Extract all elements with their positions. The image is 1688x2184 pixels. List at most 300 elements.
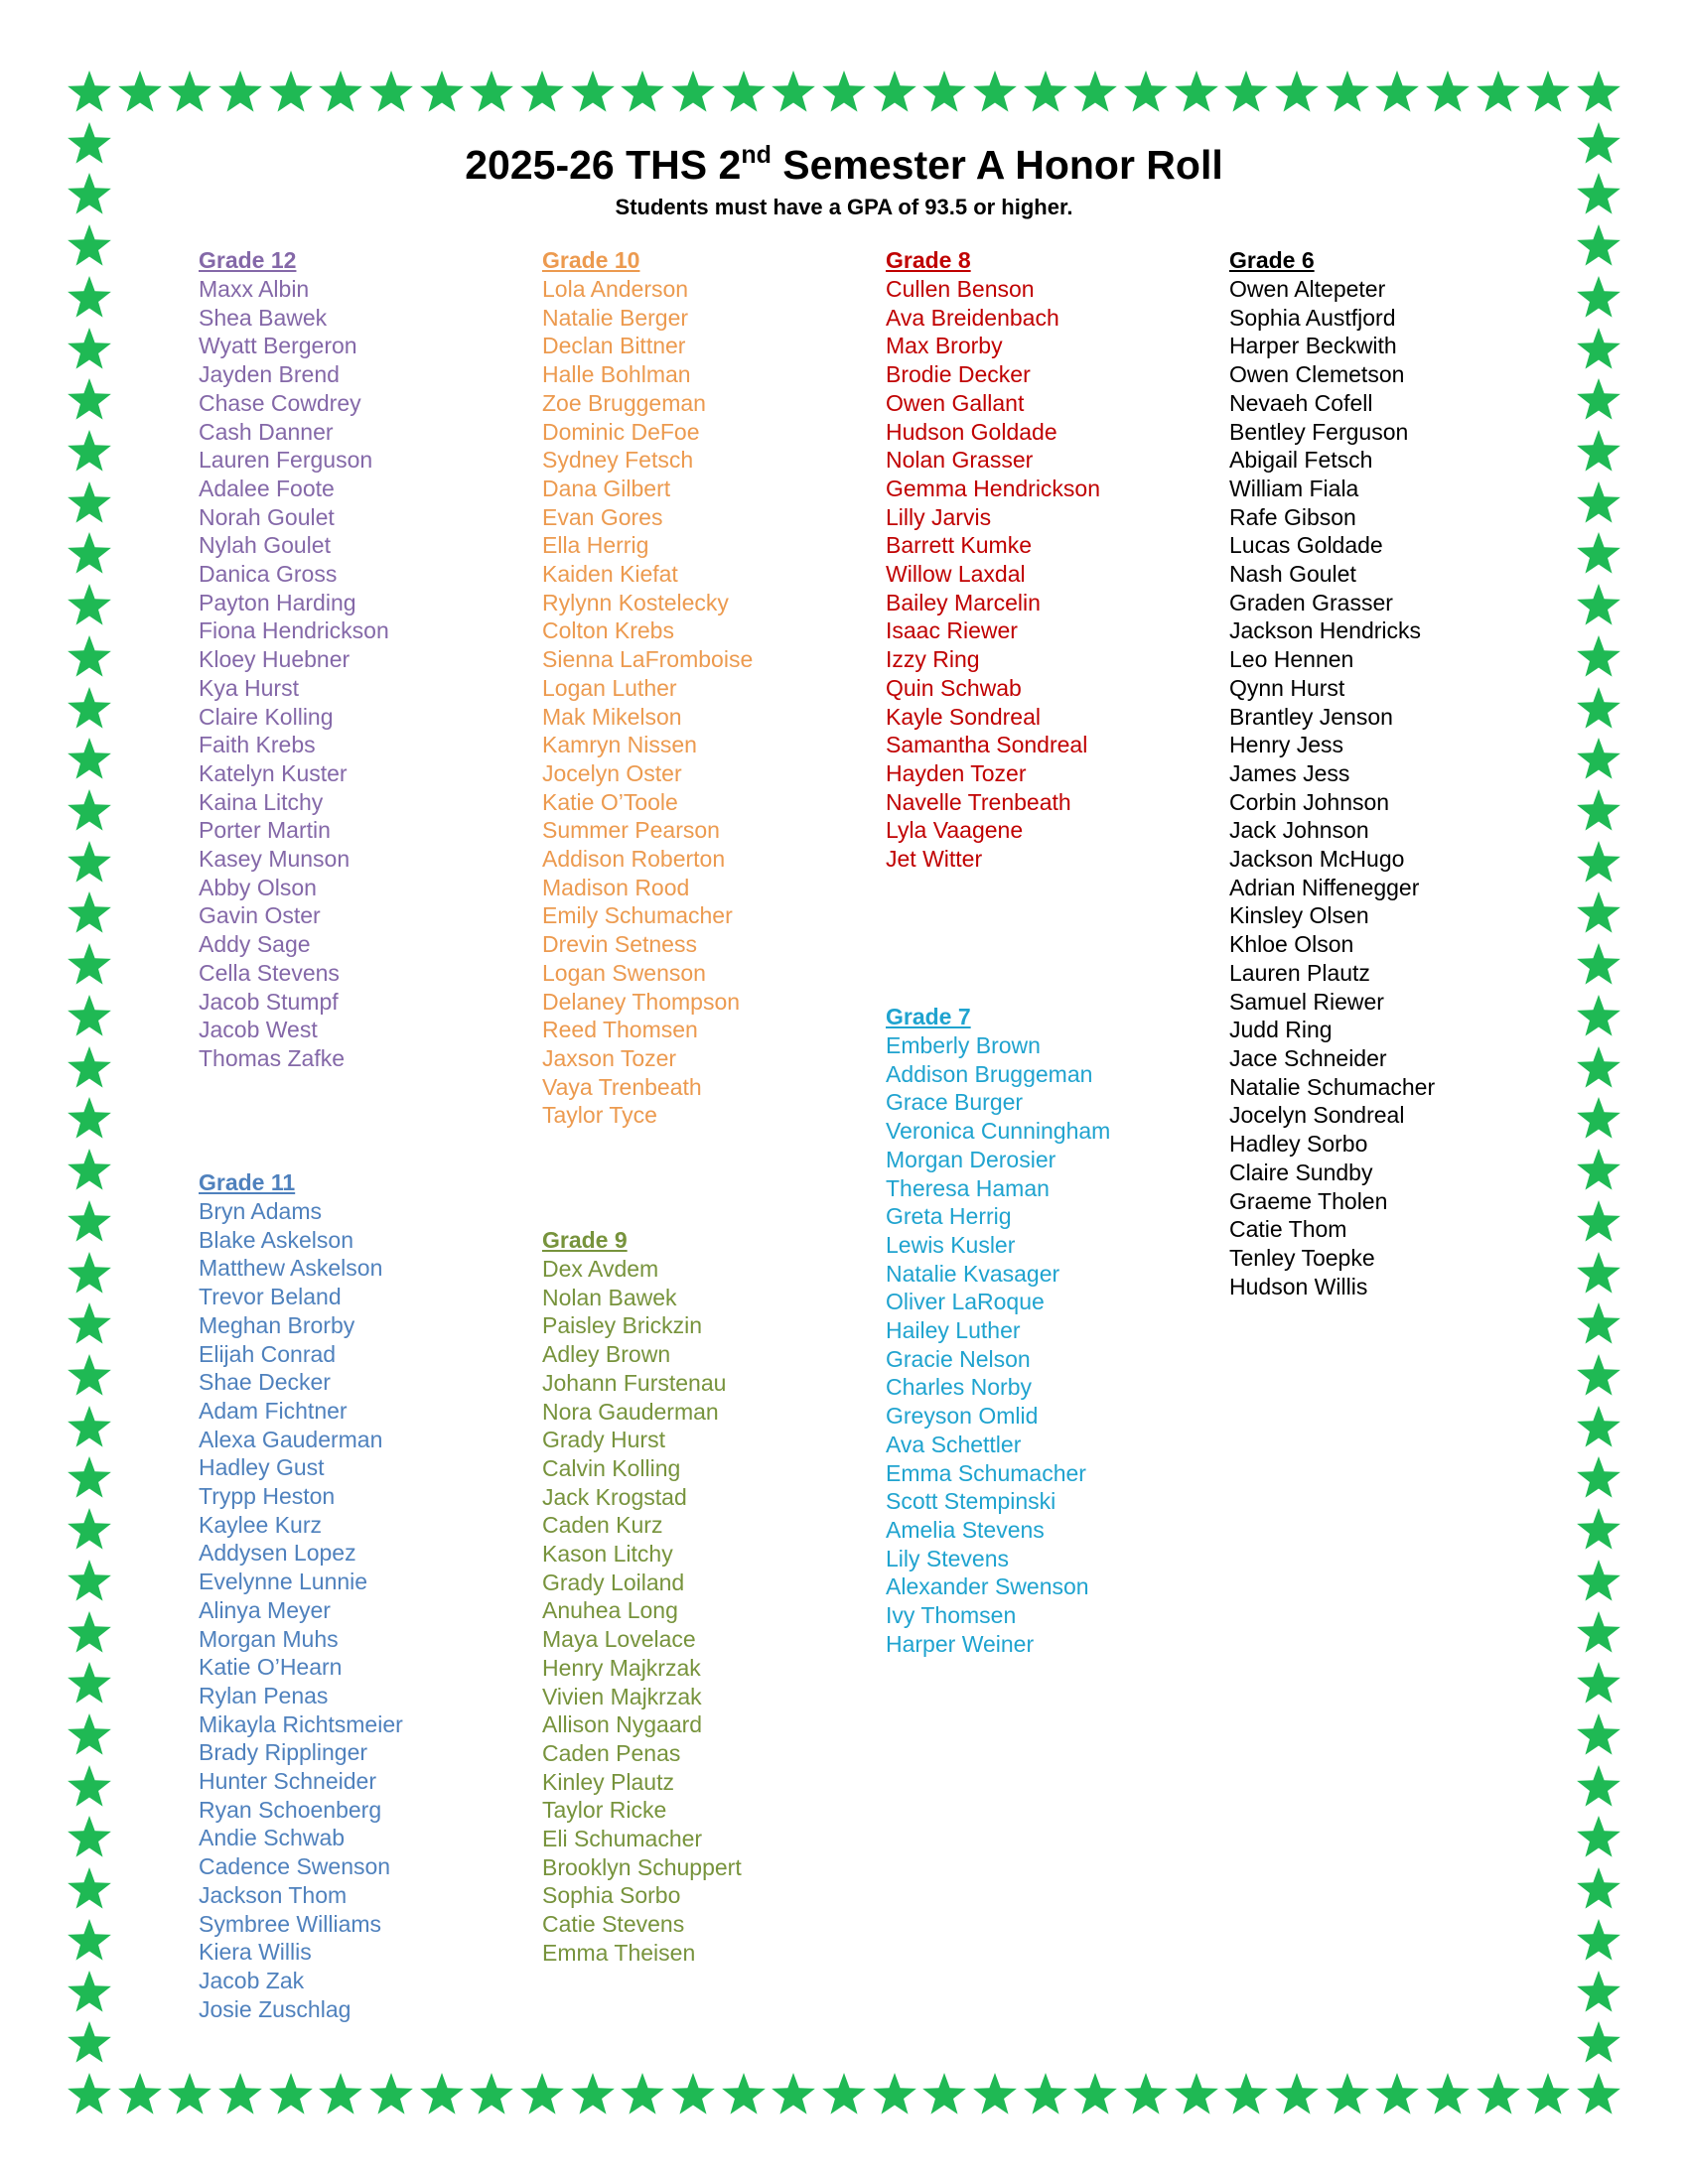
star-icon xyxy=(167,2072,212,2117)
grade-12-heading: Grade 12 xyxy=(199,247,297,273)
student-name: Logan Luther xyxy=(542,674,677,701)
student-name: Charles Norby xyxy=(886,1374,1032,1401)
student-name: Lucas Goldade xyxy=(1229,532,1383,559)
student-name: Addison Roberton xyxy=(542,846,726,873)
student-name: Jet Witter xyxy=(886,846,983,873)
star-icon xyxy=(67,480,112,526)
star-icon xyxy=(670,2072,716,2117)
student-name: Claire Sundby xyxy=(1229,1159,1373,1185)
star-icon xyxy=(67,1764,112,1810)
student-name: Logan Swenson xyxy=(542,959,706,986)
student-name: Taylor Tyce xyxy=(542,1102,657,1129)
star-icon xyxy=(469,2072,514,2117)
student-name: Rylynn Kostelecky xyxy=(542,589,729,615)
student-name: Shea Bawek xyxy=(199,304,328,331)
student-name: Paisley Brickzin xyxy=(542,1312,703,1339)
star-icon xyxy=(217,69,263,115)
student-name: Declan Bittner xyxy=(542,333,686,359)
star-icon xyxy=(1274,69,1320,115)
student-name: Chase Cowdrey xyxy=(199,389,361,416)
star-icon xyxy=(1576,1661,1621,1706)
star-icon xyxy=(318,69,363,115)
star-icon xyxy=(620,69,665,115)
student-name: Barrett Kumke xyxy=(886,532,1032,559)
grade-10-list xyxy=(542,275,880,1130)
student-name: Jackson Hendricks xyxy=(1229,617,1422,644)
star-icon xyxy=(67,1815,112,1860)
star-icon xyxy=(67,1199,112,1245)
star-icon xyxy=(67,1251,112,1297)
student-name: Henry Jess xyxy=(1229,732,1344,758)
star-icon xyxy=(1374,69,1420,115)
star-icon xyxy=(1576,275,1621,321)
student-name: Natalie Kvasager xyxy=(886,1260,1060,1287)
star-icon xyxy=(67,2072,112,2117)
student-name: Natalie Berger xyxy=(542,304,689,331)
star-icon xyxy=(67,1455,112,1501)
student-name: Lauren Plautz xyxy=(1229,959,1370,986)
star-icon xyxy=(67,223,112,269)
star-icon xyxy=(67,1970,112,2015)
star-icon xyxy=(821,69,867,115)
grade-12-list xyxy=(199,275,536,1073)
student-name: Brady Ripplinger xyxy=(199,1739,368,1766)
star-icon xyxy=(1425,69,1471,115)
student-name: Faith Krebs xyxy=(199,732,316,758)
student-name: Jacob Stumpf xyxy=(199,988,339,1015)
star-icon xyxy=(1576,2072,1621,2117)
star-icon xyxy=(1576,1764,1621,1810)
star-icon xyxy=(872,2072,917,2117)
star-icon xyxy=(1576,788,1621,834)
grade-10-heading: Grade 10 xyxy=(542,247,640,273)
star-icon xyxy=(1576,1148,1621,1193)
student-name: Natalie Schumacher xyxy=(1229,1073,1436,1100)
student-name: Tenley Toepke xyxy=(1229,1244,1375,1271)
star-icon xyxy=(419,2072,465,2117)
student-name: Jackson Thom xyxy=(199,1881,348,1908)
star-icon xyxy=(67,1610,112,1656)
star-icon xyxy=(771,2072,816,2117)
student-name: Brodie Decker xyxy=(886,361,1031,388)
grade-9-heading: Grade 9 xyxy=(542,1227,628,1253)
student-name: Graeme Tholen xyxy=(1229,1187,1388,1214)
student-name: James Jess xyxy=(1229,759,1350,786)
student-name: Katie O’Toole xyxy=(542,788,678,815)
student-name: Alexa Gauderman xyxy=(199,1426,383,1452)
student-name: Kya Hurst xyxy=(199,674,299,701)
student-name: Adrian Niffenegger xyxy=(1229,874,1420,900)
student-name: Alinya Meyer xyxy=(199,1596,331,1623)
student-name: Zoe Bruggeman xyxy=(542,389,706,416)
student-name: Caden Penas xyxy=(542,1739,681,1766)
student-name: Theresa Haman xyxy=(886,1174,1050,1201)
student-name: Sophia Sorbo xyxy=(542,1882,681,1909)
title-superscript: nd xyxy=(741,141,772,169)
student-name: Gracie Nelson xyxy=(886,1345,1031,1372)
star-icon xyxy=(519,69,565,115)
star-icon xyxy=(67,69,112,115)
student-name: Jacob West xyxy=(199,1017,318,1043)
student-name: Brantley Jenson xyxy=(1229,703,1393,730)
star-icon xyxy=(1576,1610,1621,1656)
student-name: Judd Ring xyxy=(1229,1017,1333,1043)
student-name: Grace Burger xyxy=(886,1089,1024,1116)
star-icon xyxy=(1425,2072,1471,2117)
student-name: Addy Sage xyxy=(199,931,311,958)
star-icon xyxy=(1576,890,1621,936)
student-name: Colton Krebs xyxy=(542,617,674,644)
grade-6-heading: Grade 6 xyxy=(1229,247,1315,273)
student-name: Wyatt Bergeron xyxy=(199,333,357,359)
grade-9-list xyxy=(542,1255,880,1968)
student-name: Jocelyn Oster xyxy=(542,759,682,786)
star-icon xyxy=(1223,69,1269,115)
student-name: Ivy Thomsen xyxy=(886,1602,1017,1629)
star-icon xyxy=(921,2072,967,2117)
title-rest: Semester A Honor Roll xyxy=(771,142,1223,188)
star-icon xyxy=(67,275,112,321)
star-icon xyxy=(1576,1045,1621,1091)
star-icon xyxy=(1576,942,1621,988)
grade-12-column xyxy=(199,246,536,1073)
student-name: Quin Schwab xyxy=(886,674,1022,701)
star-icon xyxy=(1576,1096,1621,1142)
star-icon xyxy=(67,1353,112,1399)
student-name: Adalee Foote xyxy=(199,475,335,501)
student-name: Maya Lovelace xyxy=(542,1626,696,1653)
student-name: Henry Majkrzak xyxy=(542,1654,701,1681)
gpa-requirement: Students must have a GPA of 93.5 or higher. xyxy=(615,195,1073,219)
star-icon xyxy=(1123,2072,1169,2117)
student-name: Alexander Swenson xyxy=(886,1573,1089,1600)
student-name: Kaina Litchy xyxy=(199,788,324,815)
student-name: Reed Thomsen xyxy=(542,1017,698,1043)
star-icon xyxy=(1576,480,1621,526)
star-icon xyxy=(268,2072,314,2117)
student-name: Lauren Ferguson xyxy=(199,447,373,474)
star-icon xyxy=(972,2072,1018,2117)
student-name: Ava Breidenbach xyxy=(886,304,1059,331)
star-icon xyxy=(972,69,1018,115)
student-name: Gemma Hendrickson xyxy=(886,475,1101,501)
star-icon xyxy=(1576,1251,1621,1297)
student-name: Willow Laxdal xyxy=(886,561,1026,588)
student-name: Trevor Beland xyxy=(199,1284,342,1310)
student-name: Hadley Sorbo xyxy=(1229,1131,1368,1158)
student-name: Cullen Benson xyxy=(886,276,1035,302)
student-name: Taylor Ricke xyxy=(542,1797,667,1824)
student-name: Scott Stempinski xyxy=(886,1488,1056,1515)
student-name: Mikayla Richtsmeier xyxy=(199,1710,403,1737)
star-icon xyxy=(1576,1918,1621,1964)
student-name: Cella Stevens xyxy=(199,959,340,986)
star-icon xyxy=(1576,840,1621,886)
star-icon xyxy=(1274,2072,1320,2117)
star-icon xyxy=(67,788,112,834)
student-name: Kinley Plautz xyxy=(542,1768,674,1795)
student-name: Hudson Willis xyxy=(1229,1273,1368,1299)
student-name: Hadley Gust xyxy=(199,1454,325,1481)
title-main: 2025-26 THS 2 xyxy=(465,142,742,188)
star-icon xyxy=(721,2072,767,2117)
star-icon xyxy=(1072,2072,1118,2117)
star-icon xyxy=(67,1661,112,1706)
student-name: William Fiala xyxy=(1229,475,1359,501)
star-icon xyxy=(1576,531,1621,577)
student-name: Katelyn Kuster xyxy=(199,759,348,786)
student-name: Cadence Swenson xyxy=(199,1853,391,1880)
student-name: Brooklyn Schuppert xyxy=(542,1853,742,1880)
star-icon xyxy=(1174,69,1219,115)
student-name: Qynn Hurst xyxy=(1229,674,1345,701)
star-icon xyxy=(1374,2072,1420,2117)
student-name: Jack Johnson xyxy=(1229,817,1369,844)
student-name: Navelle Trenbeath xyxy=(886,788,1071,815)
student-name: Harper Beckwith xyxy=(1229,333,1397,359)
star-icon xyxy=(67,686,112,732)
student-name: Andie Schwab xyxy=(199,1825,346,1851)
student-name: Rylan Penas xyxy=(199,1682,329,1708)
student-name: Greyson Omlid xyxy=(886,1403,1039,1430)
student-name: Meghan Brorby xyxy=(199,1311,355,1338)
star-icon xyxy=(368,69,414,115)
student-name: Danica Gross xyxy=(199,561,338,588)
student-name: Hayden Tozer xyxy=(886,759,1027,786)
student-name: Hunter Schneider xyxy=(199,1768,376,1795)
student-name: Jaxson Tozer xyxy=(542,1044,677,1071)
student-name: Kaylee Kurz xyxy=(199,1511,323,1538)
student-name: Nolan Bawek xyxy=(542,1284,677,1310)
star-icon xyxy=(1576,994,1621,1039)
student-name: Payton Harding xyxy=(199,589,356,615)
star-icon xyxy=(67,840,112,886)
grade-7-list xyxy=(886,1031,1223,1658)
student-name: Veronica Cunningham xyxy=(886,1118,1111,1145)
student-name: Mak Mikelson xyxy=(542,703,682,730)
star-icon xyxy=(921,69,967,115)
star-icon xyxy=(1223,2072,1269,2117)
student-name: Abby Olson xyxy=(199,874,317,900)
student-name: Emma Schumacher xyxy=(886,1459,1086,1486)
student-name: Kloey Huebner xyxy=(199,646,351,673)
student-name: Summer Pearson xyxy=(542,817,720,844)
grade-8-list xyxy=(886,275,1223,874)
student-name: Addysen Lopez xyxy=(199,1540,356,1567)
star-icon xyxy=(67,377,112,423)
student-name: Jayden Brend xyxy=(199,361,340,388)
student-name: Max Brorby xyxy=(886,333,1003,359)
student-name: Amelia Stevens xyxy=(886,1516,1045,1543)
grade-10-column xyxy=(542,246,880,1130)
student-name: Ella Herrig xyxy=(542,532,649,559)
star-icon xyxy=(1576,1353,1621,1399)
star-icon xyxy=(1576,1559,1621,1604)
student-name: Calvin Kolling xyxy=(542,1454,681,1481)
student-name: Kayle Sondreal xyxy=(886,703,1041,730)
star-icon xyxy=(1576,634,1621,680)
star-icon xyxy=(1576,377,1621,423)
star-icon xyxy=(67,890,112,936)
student-name: Ava Schettler xyxy=(886,1431,1022,1457)
student-name: Morgan Derosier xyxy=(886,1146,1056,1172)
star-icon xyxy=(217,2072,263,2117)
grade-11-list xyxy=(199,1197,536,2023)
student-name: Corbin Johnson xyxy=(1229,788,1390,815)
star-icon xyxy=(771,69,816,115)
star-icon xyxy=(67,994,112,1039)
star-icon xyxy=(821,2072,867,2117)
student-name: Anuhea Long xyxy=(542,1597,678,1624)
student-name: Sophia Austfjord xyxy=(1229,304,1396,331)
student-name: Vivien Majkrzak xyxy=(542,1683,702,1709)
student-name: Eli Schumacher xyxy=(542,1826,703,1852)
student-name: Rafe Gibson xyxy=(1229,503,1356,530)
grade-7-heading: Grade 7 xyxy=(886,1004,971,1029)
student-name: Maxx Albin xyxy=(199,276,310,302)
student-name: Owen Clemetson xyxy=(1229,361,1405,388)
student-name: Greta Herrig xyxy=(886,1203,1012,1230)
student-name: Lily Stevens xyxy=(886,1545,1010,1571)
grade-8-heading: Grade 8 xyxy=(886,247,971,273)
student-name: Samuel Riewer xyxy=(1229,988,1384,1015)
star-icon xyxy=(67,942,112,988)
student-name: Lyla Vaagene xyxy=(886,817,1024,844)
star-icon xyxy=(167,69,212,115)
grade-9-column xyxy=(542,1226,880,1968)
star-icon xyxy=(67,1712,112,1758)
student-name: Jackson McHugo xyxy=(1229,846,1405,873)
student-name: Isaac Riewer xyxy=(886,617,1018,644)
star-icon xyxy=(67,1405,112,1450)
grade-11-column xyxy=(199,1168,536,2023)
star-icon xyxy=(1576,1866,1621,1912)
student-name: Claire Kolling xyxy=(199,703,334,730)
star-icon xyxy=(721,69,767,115)
star-icon xyxy=(570,69,616,115)
student-name: Izzy Ring xyxy=(886,646,980,673)
student-name: Fiona Hendrickson xyxy=(199,617,389,644)
star-icon xyxy=(620,2072,665,2117)
star-icon xyxy=(117,69,163,115)
star-icon xyxy=(570,2072,616,2117)
star-icon xyxy=(268,69,314,115)
student-name: Addison Bruggeman xyxy=(886,1060,1093,1087)
star-icon xyxy=(1576,1405,1621,1450)
student-name: Leo Hennen xyxy=(1229,646,1354,673)
student-name: Matthew Askelson xyxy=(199,1255,383,1282)
student-name: Porter Martin xyxy=(199,817,331,844)
star-icon xyxy=(67,737,112,782)
star-icon xyxy=(1576,223,1621,269)
student-name: Jace Schneider xyxy=(1229,1044,1387,1071)
student-name: Lewis Kusler xyxy=(886,1231,1016,1258)
star-icon xyxy=(1576,1507,1621,1553)
student-name: Khloe Olson xyxy=(1229,931,1354,958)
student-name: Catie Thom xyxy=(1229,1216,1347,1243)
student-name: Adley Brown xyxy=(542,1341,671,1368)
star-icon xyxy=(1576,69,1621,115)
student-name: Nevaeh Cofell xyxy=(1229,389,1373,416)
grade-6-list xyxy=(1229,275,1567,1300)
star-icon xyxy=(1174,2072,1219,2117)
page-title xyxy=(0,141,1688,189)
star-icon xyxy=(1525,2072,1571,2117)
student-name: Nora Gauderman xyxy=(542,1398,719,1425)
student-name: Harper Weiner xyxy=(886,1630,1035,1657)
student-name: Kiera Willis xyxy=(199,1939,312,1966)
student-name: Hudson Goldade xyxy=(886,418,1057,445)
star-icon xyxy=(67,1866,112,1912)
student-name: Katie O’Hearn xyxy=(199,1654,343,1681)
student-name: Cash Danner xyxy=(199,418,334,445)
star-icon xyxy=(67,429,112,475)
student-name: Elijah Conrad xyxy=(199,1340,337,1367)
student-name: Vaya Trenbeath xyxy=(542,1073,702,1100)
star-icon xyxy=(1476,2072,1521,2117)
student-name: Nolan Grasser xyxy=(886,447,1034,474)
star-icon xyxy=(67,531,112,577)
star-icon xyxy=(1123,69,1169,115)
student-name: Lola Anderson xyxy=(542,276,689,302)
star-icon xyxy=(1072,69,1118,115)
student-name: Graden Grasser xyxy=(1229,589,1393,615)
star-icon xyxy=(1576,1815,1621,1860)
student-name: Dominic DeFoe xyxy=(542,418,700,445)
student-name: Morgan Muhs xyxy=(199,1625,339,1652)
student-name: Grady Loiland xyxy=(542,1569,685,1595)
star-icon xyxy=(670,69,716,115)
student-name: Emily Schumacher xyxy=(542,902,733,929)
student-name: Kasey Munson xyxy=(199,846,351,873)
student-name: Owen Gallant xyxy=(886,389,1025,416)
grade-8-column xyxy=(886,246,1223,874)
star-icon xyxy=(67,634,112,680)
star-icon xyxy=(1576,1712,1621,1758)
student-name: Jacob Zak xyxy=(199,1967,305,1993)
star-icon xyxy=(1576,1970,1621,2015)
star-icon xyxy=(117,2072,163,2117)
student-name: Jack Krogstad xyxy=(542,1483,687,1510)
student-name: Madison Rood xyxy=(542,874,690,900)
student-name: Symbree Williams xyxy=(199,1910,382,1937)
star-icon xyxy=(1325,69,1370,115)
student-name: Evan Gores xyxy=(542,503,663,530)
student-name: Drevin Setness xyxy=(542,931,697,958)
student-name: Emberly Brown xyxy=(886,1032,1041,1058)
student-name: Nash Goulet xyxy=(1229,561,1356,588)
student-name: Kinsley Olsen xyxy=(1229,902,1369,929)
student-name: Caden Kurz xyxy=(542,1512,663,1539)
student-name: Lilly Jarvis xyxy=(886,503,992,530)
student-name: Bailey Marcelin xyxy=(886,589,1041,615)
star-icon xyxy=(1325,2072,1370,2117)
student-name: Josie Zuschlag xyxy=(199,1995,352,2022)
star-icon xyxy=(419,69,465,115)
star-icon xyxy=(1476,69,1521,115)
grade-6-column xyxy=(1229,246,1567,1300)
student-name: Norah Goulet xyxy=(199,503,335,530)
star-icon xyxy=(67,1096,112,1142)
student-name: Nylah Goulet xyxy=(199,532,331,559)
student-name: Thomas Zafke xyxy=(199,1044,345,1071)
student-name: Delaney Thompson xyxy=(542,988,741,1015)
student-name: Bryn Adams xyxy=(199,1198,322,1224)
star-icon xyxy=(67,1507,112,1553)
star-icon xyxy=(519,2072,565,2117)
student-name: Sydney Fetsch xyxy=(542,447,694,474)
student-name: Bentley Ferguson xyxy=(1229,418,1409,445)
